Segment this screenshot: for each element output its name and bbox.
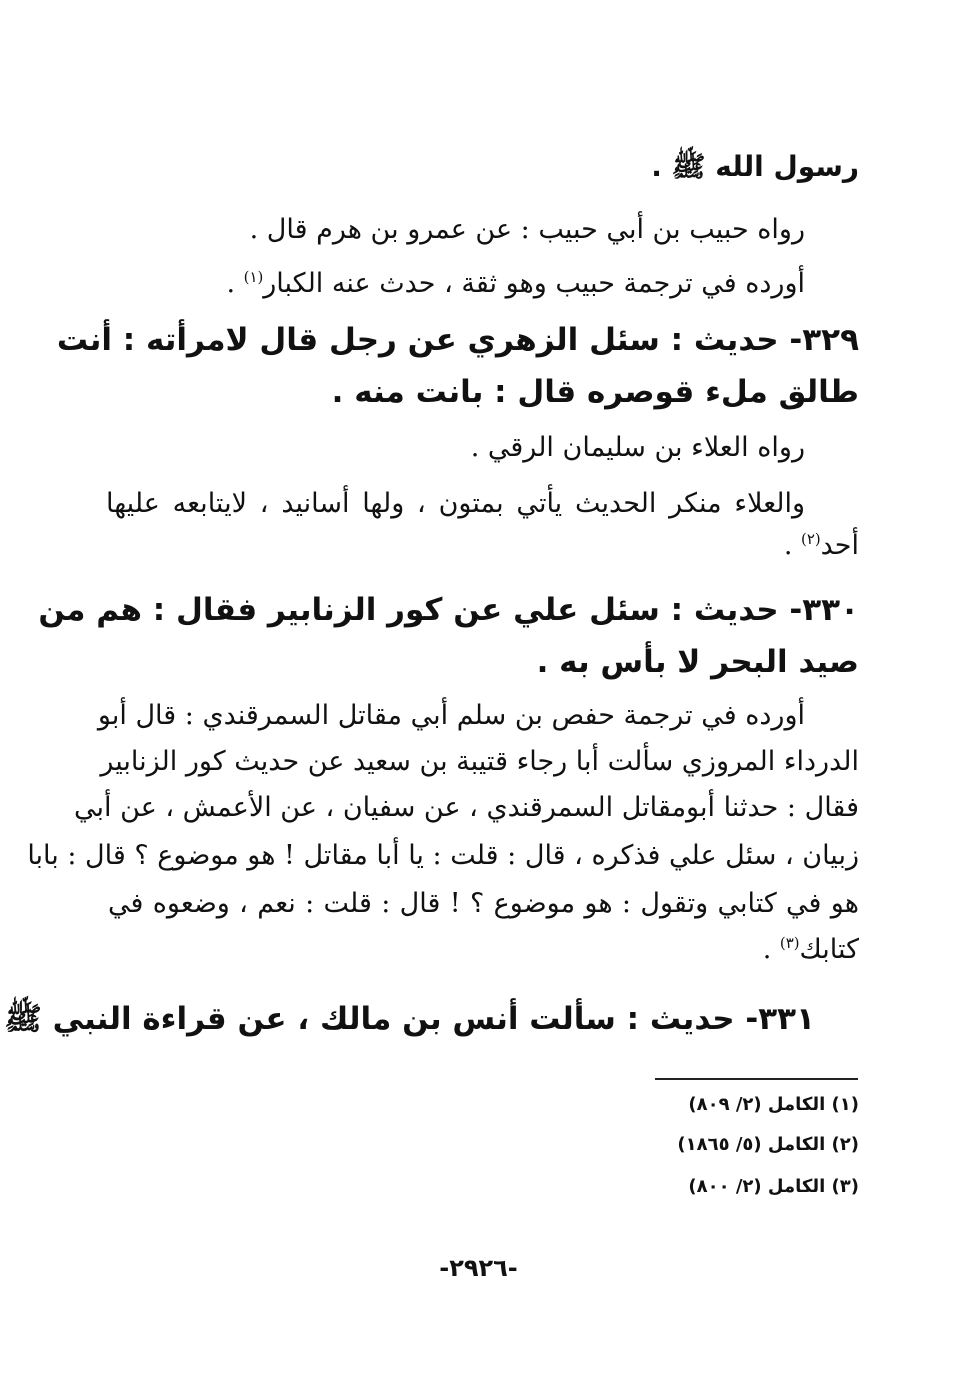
- text-line-16: [763, 934, 859, 965]
- text-line-3-end: .: [226, 268, 244, 299]
- text-line-8-end: .: [783, 530, 802, 561]
- footnote-ref-3: (٣): [779, 934, 800, 952]
- text-line-16-end: .: [762, 934, 780, 965]
- footnote-3: (٣) الكامل (٢/ ٨٠٠): [688, 1176, 859, 1197]
- text-line-8: [784, 530, 859, 561]
- text-line-12: الدرداء المروزي سألت أبا رجاء قتيبة بن سعيد عن حديث كور الزنابير: [100, 746, 859, 777]
- text-line-3: [227, 268, 806, 299]
- hadith-331-heading: ٣٣١- حديث : سألت أنس بن مالك ، عن قراءة النبي ﷺ: [4, 1001, 815, 1037]
- footnote-ref-1: (١): [243, 268, 264, 286]
- text-line-15: هو في كتابي وتقول : هو موضوع ؟ ! قال : قلت : نعم ، وضعوه في: [108, 888, 859, 919]
- footnote-2: (٢) الكامل (٥/ ١٨٦٥): [677, 1134, 859, 1155]
- text-line-8-main: أحد: [820, 530, 859, 561]
- text-line-3-main: أورده في ترجمة حبيب وهو ثقة ، حدث عنه الكبار: [263, 268, 805, 299]
- text-line-11: أورده في ترجمة حفص بن سلم أبي مقاتل السمرقندي : قال أبو: [97, 700, 805, 731]
- text-line-6: رواه العلاء بن سليمان الرقي .: [470, 432, 805, 463]
- footnote-1: (١) الكامل (٢/ ٨٠٩): [688, 1094, 859, 1115]
- page-number: -٢٩٢٦-: [439, 1254, 518, 1282]
- hadith-329-heading-line-1: ٣٢٩- حديث : سئل الزهري عن رجل قال لامرأته : أنت: [56, 322, 859, 358]
- text-line-2: رواه حبيب بن أبي حبيب : عن عمرو بن هرم قال .: [249, 214, 805, 245]
- footnote-ref-2: (٢): [801, 530, 821, 548]
- hadith-330-heading-line-1: ٣٣٠- حديث : سئل علي عن كور الزنابير فقال : هم من: [38, 592, 859, 628]
- text-line-14: زبيان ، سئل علي فذكره ، قال : قلت : يا أبا مقاتل ! هو موضوع ؟ قال : بابا: [27, 840, 859, 871]
- text-line-16-main: كتابك: [799, 934, 859, 965]
- footnote-separator: [655, 1078, 858, 1080]
- text-line-7: والعلاء منكر الحديث يأتي بمتون ، ولها أسانيد ، لايتابعه عليها: [106, 488, 805, 519]
- hadith-330-heading-line-2: صيد البحر لا بأس به .: [536, 644, 859, 680]
- text-line-13: فقال : حدثنا أبومقاتل السمرقندي ، عن سفيان ، عن الأعمش ، عن أبي: [74, 792, 859, 823]
- hadith-329-heading-line-2: طالق ملء قوصره قال : بانت منه .: [331, 374, 859, 410]
- text-line-1: رسول الله ﷺ .: [651, 150, 859, 183]
